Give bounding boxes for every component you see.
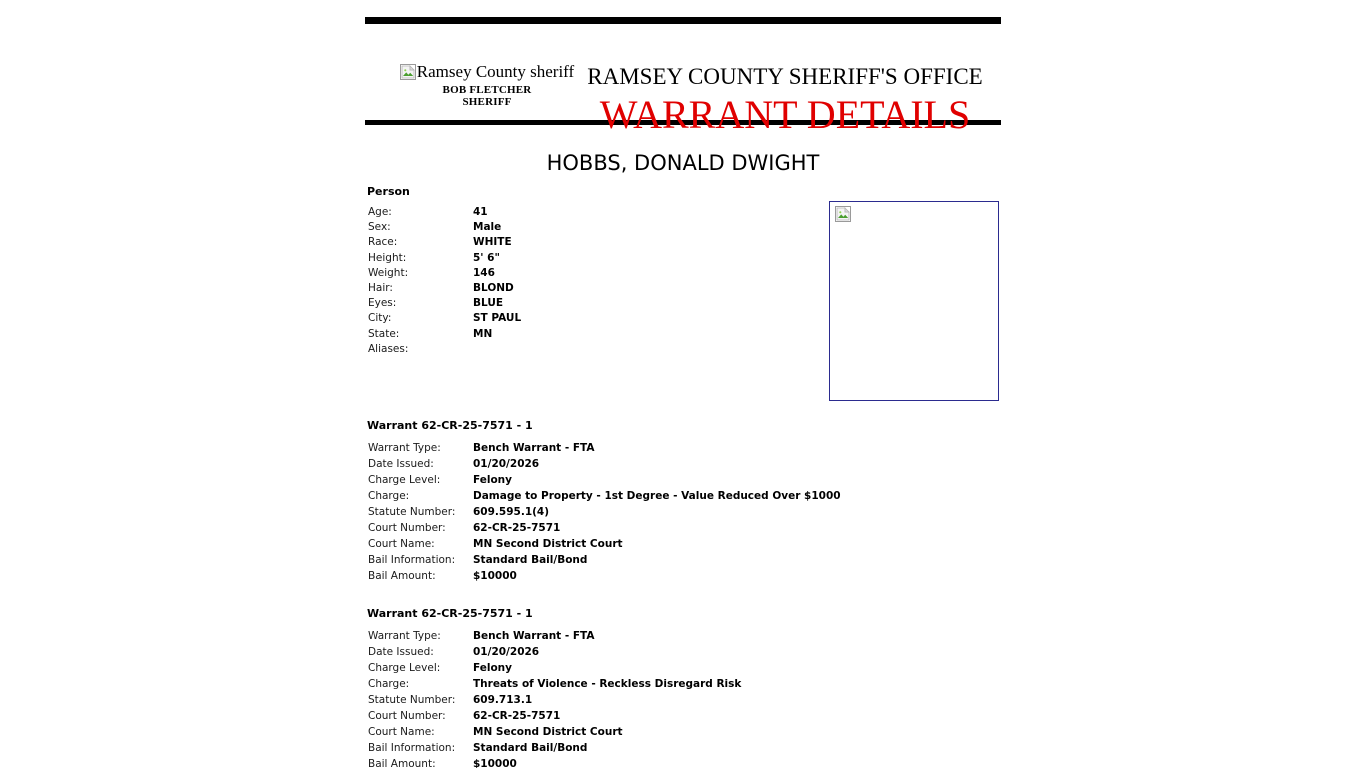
field-row: [368, 296, 521, 311]
field-row: [368, 266, 521, 281]
field-row: [368, 644, 741, 660]
field-label: Date Issued:: [368, 646, 434, 658]
warrant-block: [367, 419, 841, 584]
field-row: [368, 327, 521, 342]
person-details-table: [368, 205, 521, 357]
field-row: [368, 708, 741, 724]
person-section-heading: Person: [367, 185, 410, 198]
field-label: Eyes:: [368, 297, 397, 310]
field-row: [368, 205, 521, 220]
field-row: [368, 740, 741, 756]
field-label: State:: [368, 327, 400, 340]
field-row: [368, 692, 741, 708]
warrant-block: [367, 607, 741, 768]
field-row: [368, 472, 841, 488]
warrant-details-table: [368, 628, 741, 768]
field-label: Court Number:: [368, 710, 446, 722]
warrant-details-body: [368, 628, 741, 768]
field-label: Hair:: [368, 282, 393, 295]
field-label: Aliases:: [368, 342, 409, 355]
field-label: City:: [368, 312, 392, 325]
header-band: [365, 24, 1001, 137]
field-row: [368, 660, 741, 676]
field-row: [368, 568, 841, 584]
field-value: Standard Bail/Bond: [473, 742, 588, 754]
field-row: [368, 724, 741, 740]
warrant-heading: Warrant 62-CR-25-7571 - 1: [367, 419, 533, 432]
field-value: 62-CR-25-7571: [473, 522, 561, 534]
field-value: 01/20/2026: [473, 458, 540, 470]
person-details-body: [368, 205, 521, 357]
field-label: Court Name:: [368, 726, 435, 738]
field-label: Court Number:: [368, 522, 446, 534]
page-header: [365, 17, 1001, 137]
field-value: $10000: [473, 570, 517, 582]
field-label: Statute Number:: [368, 694, 456, 706]
field-row: [368, 251, 521, 266]
field-value: Standard Bail/Bond: [473, 554, 588, 566]
field-label: Age:: [368, 206, 392, 218]
field-row: [368, 628, 741, 644]
field-value: MN Second District Court: [473, 726, 623, 738]
field-label: Date Issued:: [368, 458, 434, 470]
field-row: [368, 552, 841, 568]
field-row: [368, 342, 521, 357]
logo-alt-line: [392, 63, 582, 81]
field-label: Bail Information:: [368, 742, 456, 754]
field-value: 41: [473, 206, 488, 218]
field-label: Sex:: [368, 221, 391, 234]
field-row: [368, 440, 841, 456]
header-rule-top: [365, 17, 1001, 24]
field-value: BLOND: [473, 282, 514, 295]
warrant-heading: Warrant 62-CR-25-7571 - 1: [367, 607, 533, 620]
warrant-details-table: [368, 440, 841, 584]
agency-logo-block: [392, 63, 582, 108]
office-title: RAMSEY COUNTY SHERIFF'S OFFICE: [587, 64, 983, 89]
field-row: [368, 676, 741, 692]
field-value: 01/20/2026: [473, 646, 540, 658]
field-value: 146: [473, 266, 495, 279]
field-row: [368, 281, 521, 296]
field-label: Warrant Type:: [368, 442, 441, 454]
field-value: Male: [473, 221, 502, 234]
field-row: [368, 220, 521, 235]
field-label: Weight:: [368, 266, 409, 279]
field-value: ST PAUL: [473, 312, 522, 325]
field-row: [368, 456, 841, 472]
field-label: Charge Level:: [368, 474, 441, 486]
field-value: [473, 342, 521, 357]
field-value: MN Second District Court: [473, 538, 623, 550]
field-value: $10000: [473, 758, 517, 768]
field-value: BLUE: [473, 297, 504, 310]
field-row: [368, 504, 841, 520]
sheriff-title: SHERIFF: [462, 96, 512, 108]
field-value: Bench Warrant - FTA: [473, 630, 595, 642]
field-row: [368, 488, 841, 504]
field-label: Charge Level:: [368, 662, 441, 674]
field-row: [368, 756, 741, 768]
broken-image-icon: [400, 64, 416, 80]
logo-alt-text: Ramsey County sheriff: [416, 62, 575, 81]
field-row: [368, 520, 841, 536]
field-label: Charge:: [368, 678, 410, 690]
field-label: Race:: [368, 236, 398, 249]
warrant-details-body: [368, 440, 841, 584]
field-label: Height:: [368, 251, 407, 264]
field-value: 609.713.1: [473, 694, 533, 706]
field-value: Felony: [473, 662, 513, 674]
field-label: Bail Amount:: [368, 758, 436, 768]
field-label: Charge:: [368, 490, 410, 502]
sheriff-name: BOB FLETCHER: [442, 84, 532, 96]
field-value: 609.595.1(4): [473, 506, 550, 518]
page-title: WARRANT DETAILS: [599, 92, 971, 137]
field-value: 62-CR-25-7571: [473, 710, 561, 722]
field-value: Bench Warrant - FTA: [473, 442, 595, 454]
subject-name: HOBBS, DONALD DWIGHT: [546, 151, 820, 175]
field-value: Felony: [473, 474, 513, 486]
field-label: Warrant Type:: [368, 630, 441, 642]
broken-image-icon: [835, 206, 851, 222]
field-value: Threats of Violence - Reckless Disregard Risk: [473, 678, 742, 690]
field-value: MN: [473, 327, 493, 340]
field-label: Bail Amount:: [368, 570, 436, 582]
field-row: [368, 235, 521, 250]
subject-photo-box: [829, 201, 999, 401]
field-row: [368, 536, 841, 552]
field-row: [368, 311, 521, 326]
field-value: WHITE: [473, 236, 512, 249]
field-label: Bail Information:: [368, 554, 456, 566]
field-label: Court Name:: [368, 538, 435, 550]
field-value: 5' 6": [473, 251, 500, 264]
field-value: Damage to Property - 1st Degree - Value Reduced Over $1000: [473, 490, 841, 502]
field-label: Statute Number:: [368, 506, 456, 518]
